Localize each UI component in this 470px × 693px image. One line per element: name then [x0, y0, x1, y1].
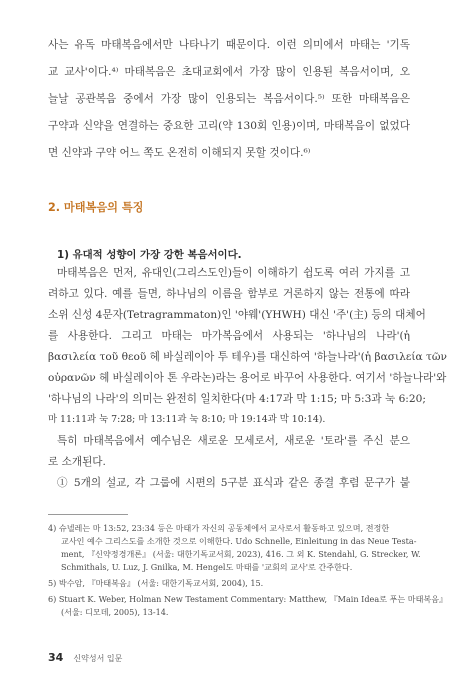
footnote-4-cont: ment, 『신약정경개론』 (서울: 대한기독교서회, 2023), 416. 그 외 K. Stendahl, G. Strecker, W. — [61, 549, 421, 559]
text-line: 사는 유독 마태복음에서만 나타나기 때문이다. 이런 의미에서 마태는 '기독 — [48, 39, 410, 51]
footnote-5: 5) 박수암, 『마태복음』 (서울: 대한기독교서회, 2004), 15. — [48, 578, 264, 588]
text-line: 소위 신성 4문자(Tetragrammaton)인 '야웨'(YHWH) 대신 '주'(主) 등의 대체어 — [48, 309, 426, 321]
text-line: 면 신약과 구약 어느 쪽도 온전히 이해되지 못할 것이다.⁶⁾ — [48, 147, 311, 159]
text-line: 를 사용한다. 그리고 마태는 마가복음에서 사용되는 '하나님의 나라'(ἡ — [48, 330, 410, 342]
section-heading: 2. 마태복음의 특징 — [48, 201, 144, 214]
text-line: 마태복음은 먼저, 유대인(그리스도인)들이 이해하기 쉽도록 여러 가지를 고 — [57, 267, 410, 279]
text-line: 교 교사'이다.⁴⁾ 마태복음은 초대교회에서 가장 많이 인용된 복음서이며, 오 — [48, 66, 410, 78]
text-line: 특히 마태복음에서 예수님은 새로운 모세로서, 새로운 '토라'를 주신 분으 — [57, 435, 410, 447]
text-line: 늘날 공관복음 중에서 가장 많이 인용되는 복음서이다.⁵⁾ 또한 마태복음은 — [48, 93, 410, 105]
text-line: ① 5개의 설교, 각 그룹에 시편의 5구분 표식과 같은 종결 후렴 문구가 붙 — [57, 477, 410, 489]
text-line: βασιλεία τοῦ θεοῦ 헤 바실레이아 투 테우)를 대신하여 '하늘나라'(ἡ βασιλεία τῶν — [48, 351, 447, 363]
text-line: 마 11:11과 눅 7:28; 마 13:11과 눅 8:10; 마 19:14과 막 10:14). — [48, 414, 326, 425]
footnote-4: 4) 슈넬레는 마 13:52, 23:34 등은 마태가 자신의 공동체에서 교사로서 활동하고 있으며, 전정한 — [48, 523, 390, 533]
footnote-4-cont: 교사인 예수 그리스도를 소개한 것으로 이해한다. Udo Schnelle, Einleitung in das Neue Testa- — [61, 536, 417, 546]
text-line: '하나님의 나라'의 의미는 완전히 일치한다(마 4:17과 막 1:15; 마 5:3과 눅 6:20; — [48, 393, 426, 405]
text-line: 구약과 신약을 연결하는 중요한 고리(약 130회 인용)이며, 마태복음이 없었다 — [48, 120, 410, 132]
footnote-6: 6) Stuart K. Weber, Holman New Testament Commentary: Matthew, 『Main Idea로 푸는 마태복음』 — [48, 594, 448, 604]
footnote-6-cont: (서울: 디모데, 2005), 13-14. — [61, 607, 169, 617]
page-footer — [48, 646, 122, 665]
running-title: 신약성서 입문 — [73, 654, 123, 663]
text-line: 려하고 있다. 예를 들면, 하나님의 이름을 함부로 거론하지 않는 전통에 따라 — [48, 288, 410, 300]
text-line: οὐρανῶν 헤 바실레이아 톤 우라논)라는 용어로 바꾸어 사용한다. 여기서 '하늘나라'와 — [48, 372, 447, 384]
page-number: 34 — [48, 651, 64, 664]
footnote-4-cont: Schmithals, U. Luz, J. Gnilka, M. Hengel도 마태를 '교회의 교사'로 간주한다. — [61, 562, 353, 572]
text-line: 로 소개된다. — [48, 456, 106, 468]
sub-heading: 1) 유대적 성향이 가장 강한 복음서이다. — [57, 249, 242, 261]
footnote-divider — [48, 514, 128, 515]
